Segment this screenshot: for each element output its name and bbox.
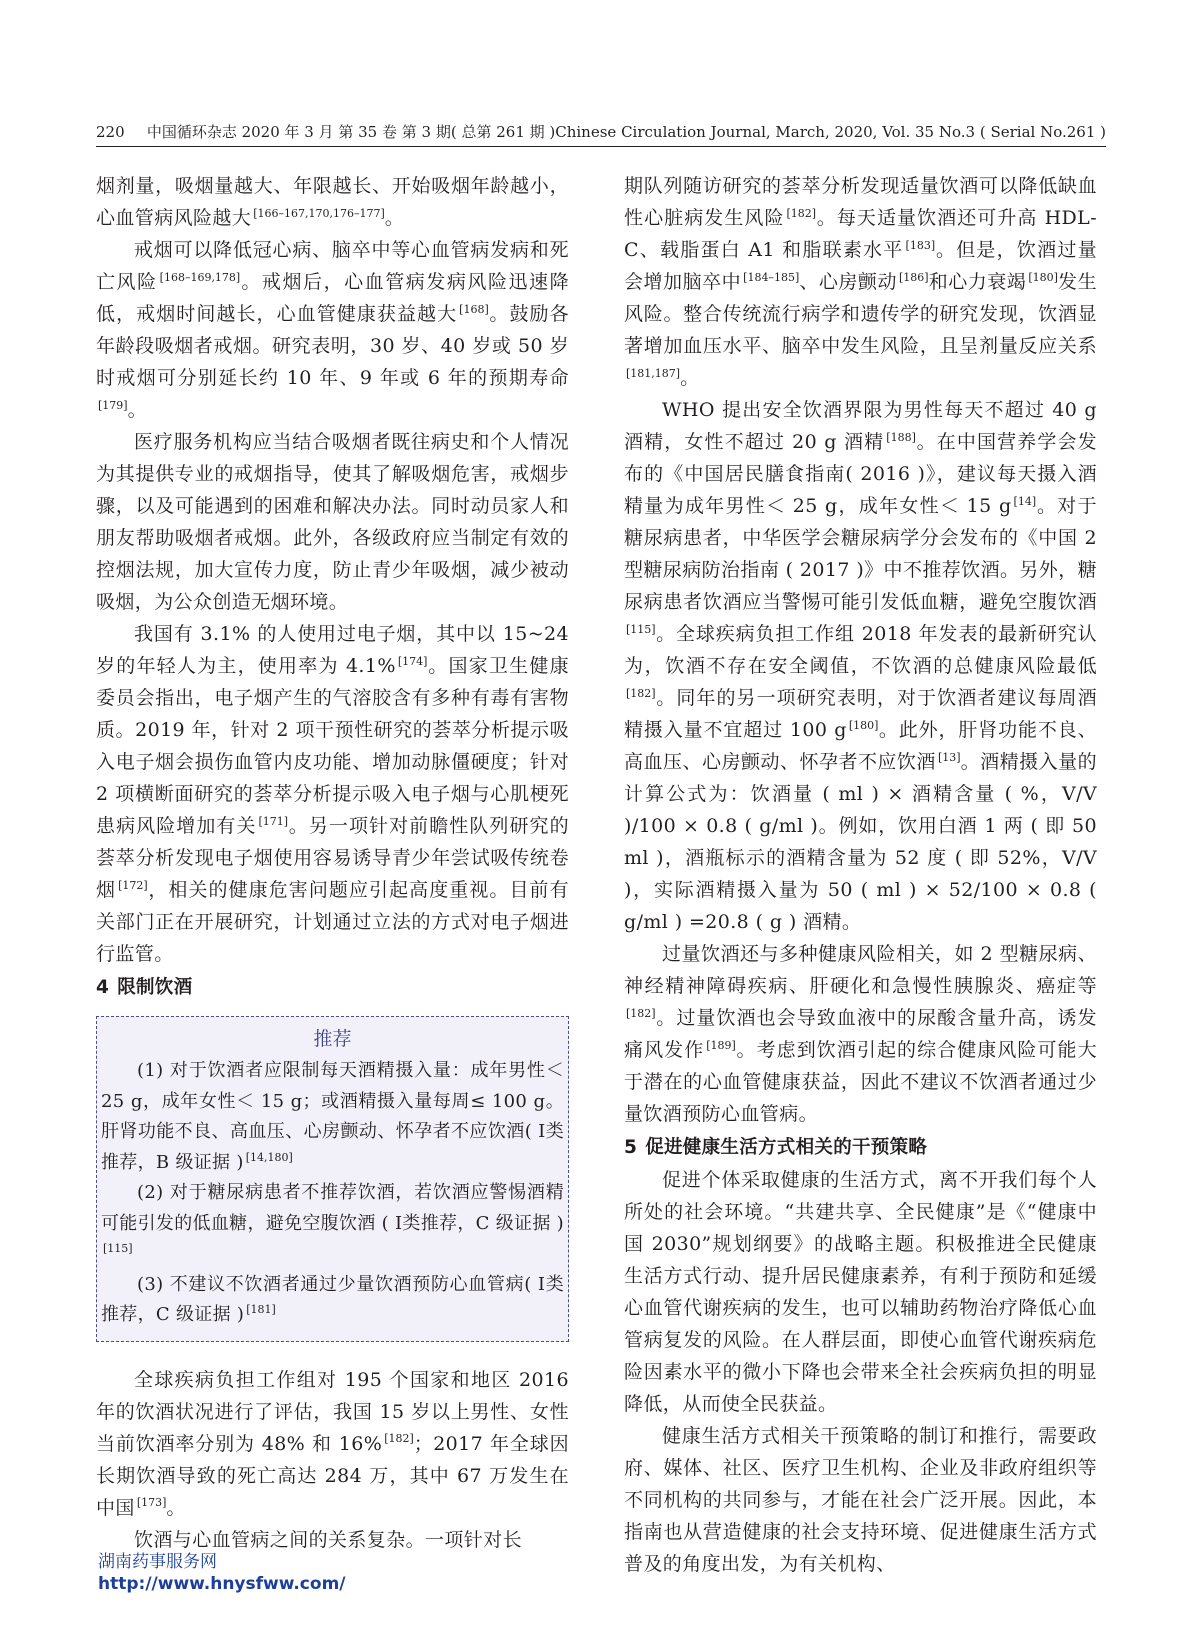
- citation: [180]: [1028, 270, 1058, 284]
- citation: [173]: [136, 1496, 167, 1510]
- citation: [181,187]: [626, 366, 681, 380]
- citation: [115]: [626, 622, 656, 636]
- page-number: 220: [96, 123, 125, 141]
- citation: [180]: [848, 718, 879, 732]
- citation: [174]: [397, 654, 428, 668]
- section-title: 促进健康生活方式相关的干预策略: [645, 1137, 928, 1158]
- citation: [115]: [103, 1242, 133, 1255]
- paragraph: 戒烟可以降低冠心病、脑卒中等心血管病发病和死亡风险 [168–169,178]。戒烟后，心血管病发病风险迅速降低，戒烟时间越长，心血管健康获益越大 [168]。鼓励各年龄段吸烟者戒烟。研究表明，30 岁、40 岁或 50 岁时戒烟可分别延长约 10 年、9 年或 6 年的预期寿命[179]。: [96, 239, 570, 421]
- site-watermark: [98, 1551, 358, 1595]
- citation: [181]: [246, 1303, 276, 1316]
- citation: [14,180]: [245, 1150, 293, 1164]
- paragraph: 医疗服务机构应当结合吸烟者既往病史和个人情况为其提供专业的戒烟指导，使其了解吸烟危害，戒烟步骤，以及可能遇到的困难和解决办法。同时动员家人和朋友帮助吸烟者戒烟。此外，各级政府应当制定有效的控烟法规，加大宣传力度，防止青少年吸烟，减少被动吸烟，为公众创造无烟环境。: [96, 431, 569, 613]
- left-column: [96, 170, 569, 1556]
- paragraph: 过量饮酒还与多种健康风险相关，如 2 型糖尿病、神经精神障碍疾病、肝硬化和急慢性胰腺炎、癌症等[182]。过量饮酒也会导致血液中的尿酸含量升高，诱发痛风发作 [189]。考虑到饮酒引起的综合健康风险可能大于潜在的心血管健康获益，因此不建议不饮酒者通过少量饮酒预防心血管病。: [624, 943, 1098, 1125]
- citation: [171]: [258, 814, 289, 828]
- paragraph: 期队列随访研究的荟萃分析发现适量饮酒可以降低缺血性心脏病发生风险 [182]。每天适量饮酒还可升高 HDL-C、载脂蛋白 A1 和脂联素水平 [183]。但是，饮酒过量会增加脑卒中 [184–185]、心房颤动 [186]和心力衰竭 [180]发生风险。整合传统流行病学和遗传学的研究发现，饮酒显著增加血压水平、脑卒中发生风险，且呈剂量反应关系[181,187]。: [624, 175, 1098, 389]
- citation: [168]: [459, 302, 489, 316]
- citation: [184–185]: [743, 270, 800, 284]
- paragraph: 饮酒与心血管病之间的关系复杂。一项针对长: [134, 1528, 523, 1551]
- citation: [188]: [886, 430, 916, 444]
- paragraph: 烟剂量，吸烟量越大、年限越长、开始吸烟年龄越小，心血管病风险越大 [166–167,170,176–177]。: [96, 175, 569, 229]
- paragraph: 全球疾病负担工作组对 195 个国家和地区 2016 年的饮酒状况进行了评估，我国 15 岁以上男性、女性当前饮酒率分别为 48% 和 16% [182]；2017 年全球因长期饮酒导致的死亡高达 284 万，其中 67 万发生在中国 [173]。: [96, 1368, 569, 1519]
- citation: [183]: [905, 238, 936, 252]
- recommendation-item: (2) 对于糖尿病患者不推荐饮酒，若饮酒应警惕酒精可能引发的低血糖，避免空腹饮酒 ( Ⅰ类推荐，C 级证据 )[115]: [101, 1182, 564, 1255]
- section-title: 限制饮酒: [117, 977, 193, 998]
- citation: [13]: [937, 750, 961, 764]
- citation: [179]: [98, 398, 128, 412]
- right-column: [624, 170, 1097, 1580]
- watermark-site-name: 湖南药事服务网: [98, 1552, 217, 1572]
- recommendation-title: 推荐: [313, 1028, 352, 1050]
- watermark-url[interactable]: http://www.hnysfww.com/: [98, 1574, 346, 1594]
- header-rule: [96, 146, 1106, 147]
- citation: [172]: [118, 878, 148, 892]
- citation: [14]: [1013, 494, 1037, 508]
- paragraph: 促进个体采取健康的生活方式，离不开我们每个人所处的社会环境。“共建共享、全民健康”是《“健康中国 2030”规划纲要》的战略主题。积极推进全民健康生活方式行动、提升居民健康素养，有利于预防和延缓心血管代谢疾病的发生，也可以辅助药物治疗降低心血管病复发的风险。在人群层面，即使心血管代谢疾病危险因素水平的微小下降也会带来全社会疾病负担的明显降低，从而使全民获益。: [624, 1169, 1097, 1415]
- citation: [186]: [898, 270, 929, 284]
- paragraph: 健康生活方式相关干预策略的制订和推行，需要政府、媒体、社区、医疗卫生机构、企业及非政府组织等不同机构的共同参与，才能在社会广泛开展。因此，本指南也从营造健康的社会支持环境、促进健康生活方式普及的角度出发，为有关机构、: [624, 1425, 1097, 1575]
- section-number: 5: [624, 1137, 638, 1158]
- paragraph: 我国有 3.1% 的人使用过电子烟，其中以 15~24 岁的年轻人为主，使用率为 4.1% [174]。国家卫生健康委员会指出，电子烟产生的气溶胶含有多种有毒有害物质。2019 年，针对 2 项干预性研究的荟萃分析提示吸入电子烟会损伤血管内皮功能、增加动脉僵硬度；针对 2 项横断面研究的荟萃分析提示吸入电子烟与心肌梗死患病风险增加有关 [171]。另一项针对前瞻性队列研究的荟萃分析发现电子烟使用容易诱导青少年尝试吸传统卷烟 [172]，相关的健康危害问题应引起高度重视。目前有关部门正在开展研究，计划通过立法的方式对电子烟进行监管。: [96, 623, 570, 965]
- section-number: 4: [96, 977, 110, 998]
- citation: [182]: [786, 206, 817, 220]
- section-heading-4: [96, 972, 569, 1004]
- recommendation-item: (1) 对于饮酒者应限制每天酒精摄入量：成年男性＜ 25 g，成年女性＜ 15 g；或酒精摄入量每周≤ 100 g。肝肾功能不良、高血压、心房颤动、怀孕者不应饮酒( Ⅰ类推荐，B 级证据 ) [14,180]: [101, 1060, 564, 1173]
- citation: [182]: [626, 686, 656, 700]
- citation: [182]: [384, 1432, 414, 1446]
- recommendation-item: (3) 不建议不饮酒者通过少量饮酒预防心血管病( Ⅰ类推荐，C 级证据 ) [181]: [101, 1273, 564, 1325]
- citation: [166–167,170,176–177]: [253, 206, 385, 220]
- citation: [189]: [706, 1038, 736, 1052]
- paragraph: WHO 提出安全饮酒界限为男性每天不超过 40 g 酒精，女性不超过 20 g 酒精 [188]。在中国营养学会发布的《中国居民膳食指南( 2016 )》，建议每天摄入酒精量为成年男性＜ 25 g，成年女性＜ 15 g [14]。对于糖尿病患者，中华医学会糖尿病学分会发布的《中国 2 型糖尿病防治指南 ( 2017 )》中不推荐饮酒。另外，糖尿病患者饮酒应当警惕可能引发低血糖，避免空腹饮酒[115]。全球疾病负担工作组 2018 年发表的最新研究认为，饮酒不存在安全阈值，不饮酒的总健康风险最低[182]。同年的另一项研究表明，对于饮酒者建议每周酒精摄入量不宜超过 100 g [180]。此外，肝肾功能不良、高血压、心房颤动、怀孕者不应饮酒 [13]。酒精摄入量的计算公式为：饮酒量 ( ml ) × 酒精含量 ( %，V/V )/100 × 0.8 ( g/ml )。例如，饮用白酒 1 两 ( 即 50 ml )，酒瓶标示的酒精含量为 52 度 ( 即 52%，V/V )，实际酒精摄入量为 50 ( ml ) × 52/100 × 0.8 ( g/ml ) =20.8 ( g ) 酒精。: [624, 399, 1098, 933]
- journal-running-head: 中国循环杂志 2020 年 3 月 第 35 卷 第 3 期( 总第 261 期 )Chinese Circulation Journal, March, 2020, Vol. 35 No.3 ( Serial No.261 ): [146, 123, 1106, 141]
- recommendation-box: [96, 1016, 569, 1342]
- citation: [182]: [626, 1006, 656, 1020]
- section-heading-5: [624, 1132, 1097, 1164]
- citation: [168–169,178]: [159, 270, 241, 284]
- running-header: [96, 120, 1106, 144]
